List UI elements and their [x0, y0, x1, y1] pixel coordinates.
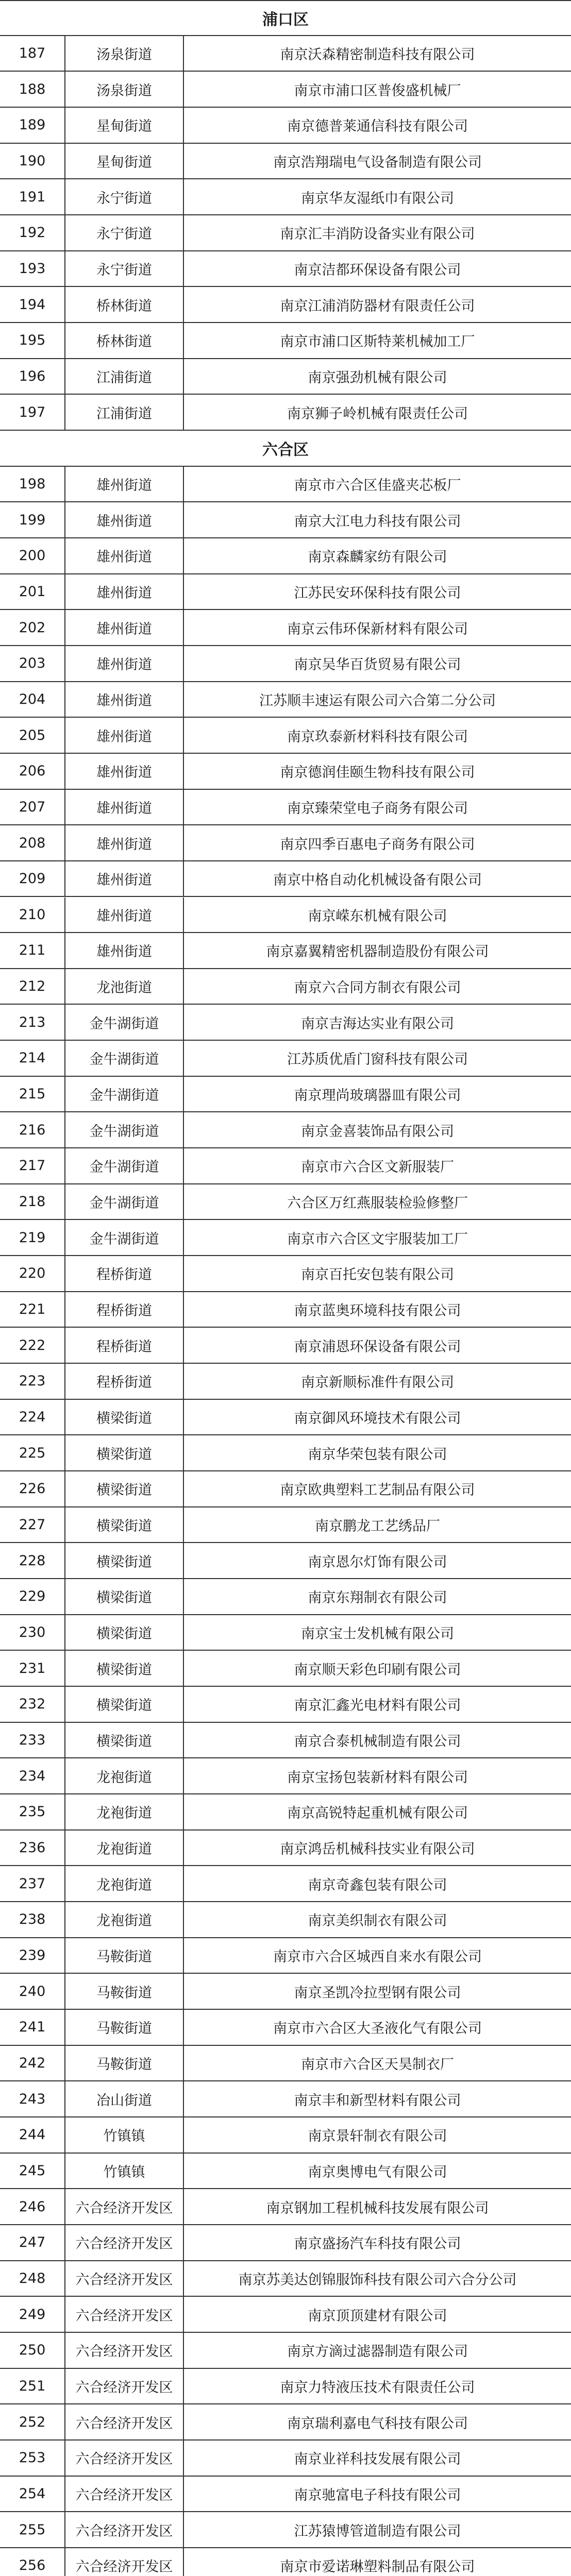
street-name: 龙池街道 [64, 969, 183, 1004]
street-name: 雄州街道 [64, 933, 183, 968]
company-name: 南京市六合区大圣液化气有限公司 [183, 2010, 571, 2045]
district-header [0, 431, 571, 467]
row-number: 224 [19, 1409, 46, 1426]
table-row [0, 754, 571, 790]
table-row [0, 179, 571, 215]
street-name: 六合经济开发区 [64, 2333, 183, 2368]
row-number: 243 [19, 2091, 46, 2107]
row-number: 206 [19, 763, 46, 779]
company-name: 南京新顺标准件有限公司 [183, 1364, 571, 1399]
row-number: 237 [19, 1875, 46, 1892]
table-row [0, 2189, 571, 2225]
table-row [0, 2010, 571, 2046]
table-row [0, 1723, 571, 1759]
table-row [0, 1184, 571, 1221]
street-name: 汤泉街道 [64, 36, 183, 71]
company-name: 南京欧典塑料工艺制品有限公司 [183, 1471, 571, 1506]
street-name: 六合经济开发区 [64, 2477, 183, 2512]
company-name: 南京浦恩环保设备有限公司 [183, 1328, 571, 1363]
street-name: 六合经济开发区 [64, 2441, 183, 2476]
street-name: 江浦街道 [64, 395, 183, 430]
street-name: 六合经济开发区 [64, 2261, 183, 2296]
table-row [0, 790, 571, 826]
table-row [0, 1651, 571, 1687]
table-row [0, 646, 571, 682]
table-row [0, 1615, 571, 1651]
street-name: 程桥街道 [64, 1292, 183, 1327]
row-number: 223 [19, 1373, 46, 1389]
table-row [0, 1435, 571, 1471]
district-title: 六合区 [262, 440, 309, 459]
company-name: 江苏顺丰速运有限公司六合第二分公司 [183, 682, 571, 717]
company-name: 南京德普莱通信科技有限公司 [183, 108, 571, 143]
row-number: 246 [19, 2198, 46, 2215]
table-row [0, 1220, 571, 1256]
street-name: 雄州街道 [64, 574, 183, 609]
street-name: 马鞍街道 [64, 2046, 183, 2081]
company-name: 南京沃森精密制造科技有限公司 [183, 36, 571, 71]
street-name: 雄州街道 [64, 610, 183, 645]
table-row [0, 1974, 571, 2010]
table-row [0, 718, 571, 754]
table-row [0, 2225, 571, 2261]
company-name: 南京美织制衣有限公司 [183, 1902, 571, 1937]
table-row [0, 2477, 571, 2513]
row-number: 199 [19, 512, 46, 528]
table-row [0, 897, 571, 934]
row-number: 208 [19, 835, 46, 851]
row-number: 222 [19, 1337, 46, 1353]
row-number: 249 [19, 2306, 46, 2323]
street-name: 星甸街道 [64, 144, 183, 179]
street-name: 金牛湖街道 [64, 1041, 183, 1076]
street-name: 雄州街道 [64, 861, 183, 896]
row-number: 194 [19, 296, 46, 313]
table-row [0, 574, 571, 611]
table-row [0, 825, 571, 861]
street-name: 永宁街道 [64, 179, 183, 214]
row-number: 230 [19, 1624, 46, 1641]
table-row [0, 1005, 571, 1041]
table-row [0, 2081, 571, 2117]
company-name: 六合区万红燕服装检验修整厂 [183, 1184, 571, 1219]
row-number: 240 [19, 1983, 46, 1999]
row-number: 226 [19, 1481, 46, 1497]
street-name: 雄州街道 [64, 754, 183, 789]
table-row [0, 2117, 571, 2154]
company-name: 南京金喜装饰品有限公司 [183, 1112, 571, 1147]
street-name: 马鞍街道 [64, 2010, 183, 2045]
company-name: 南京钢加工程机械科技发展有限公司 [183, 2189, 571, 2224]
row-number: 189 [19, 117, 46, 133]
street-name: 六合经济开发区 [64, 2548, 183, 2576]
company-name: 南京汇丰消防设备实业有限公司 [183, 215, 571, 250]
row-number: 203 [19, 655, 46, 672]
company-name: 南京吴华百货贸易有限公司 [183, 646, 571, 681]
table-row [0, 1507, 571, 1544]
row-number: 242 [19, 2055, 46, 2071]
row-number: 193 [19, 260, 46, 277]
company-name: 江苏民安环保科技有限公司 [183, 574, 571, 609]
row-number: 229 [19, 1588, 46, 1605]
company-name: 南京云伟环保新材料有限公司 [183, 610, 571, 645]
table-row [0, 1794, 571, 1831]
row-number: 233 [19, 1732, 46, 1748]
company-name: 南京市六合区城西自来水有限公司 [183, 1938, 571, 1973]
company-name: 南京东翔制衣有限公司 [183, 1579, 571, 1614]
table-row [0, 395, 571, 431]
row-number: 220 [19, 1265, 46, 1282]
row-number: 251 [19, 2378, 46, 2394]
street-name: 龙袍街道 [64, 1758, 183, 1793]
company-name: 南京市浦口区斯特莱机械加工厂 [183, 323, 571, 358]
company-name: 南京奥博电气有限公司 [183, 2154, 571, 2189]
street-name: 龙袍街道 [64, 1831, 183, 1866]
street-name: 竹镇镇 [64, 2117, 183, 2153]
street-name: 冶山街道 [64, 2081, 183, 2116]
street-name: 金牛湖街道 [64, 1220, 183, 1255]
row-number: 239 [19, 1947, 46, 1963]
street-name: 六合经济开发区 [64, 2512, 183, 2547]
company-name: 南京市六合区文宇服装加工厂 [183, 1220, 571, 1255]
street-name: 横梁街道 [64, 1651, 183, 1686]
table-row [0, 1579, 571, 1615]
company-name: 南京嵘东机械有限公司 [183, 897, 571, 933]
row-number: 207 [19, 799, 46, 815]
company-name: 南京苏美达创锦服饰科技有限公司六合分公司 [183, 2261, 571, 2296]
company-name: 南京玖泰新材料科技有限公司 [183, 718, 571, 753]
company-name: 南京宝士发机械有限公司 [183, 1615, 571, 1650]
table-row [0, 467, 571, 503]
row-number: 198 [19, 476, 46, 492]
table-row [0, 323, 571, 359]
table-row [0, 1866, 571, 1902]
table-row [0, 1687, 571, 1723]
street-name: 马鞍街道 [64, 1974, 183, 2009]
row-number: 245 [19, 2162, 46, 2179]
street-name: 龙袍街道 [64, 1902, 183, 1937]
row-number: 209 [19, 871, 46, 887]
row-number: 241 [19, 2019, 46, 2036]
company-name: 南京御风环境技术有限公司 [183, 1400, 571, 1435]
street-name: 雄州街道 [64, 538, 183, 573]
street-name: 雄州街道 [64, 790, 183, 825]
company-name: 南京顺天彩色印刷有限公司 [183, 1651, 571, 1686]
company-name: 南京理尚玻璃器皿有限公司 [183, 1077, 571, 1112]
row-number: 200 [19, 548, 46, 564]
table-row [0, 2512, 571, 2548]
row-number: 187 [19, 45, 46, 61]
row-number: 217 [19, 1158, 46, 1174]
street-name: 金牛湖街道 [64, 1077, 183, 1112]
row-number: 227 [19, 1517, 46, 1533]
street-name: 横梁街道 [64, 1471, 183, 1506]
table-row [0, 108, 571, 144]
table-row [0, 1292, 571, 1328]
company-name: 南京四季百惠电子商务有限公司 [183, 825, 571, 860]
table-row [0, 502, 571, 538]
street-name: 金牛湖街道 [64, 1112, 183, 1147]
company-name: 南京力特液压技术有限责任公司 [183, 2369, 571, 2404]
street-name: 星甸街道 [64, 108, 183, 143]
table-row [0, 144, 571, 180]
company-name: 南京方滴过滤器制造有限公司 [183, 2333, 571, 2368]
street-name: 雄州街道 [64, 646, 183, 681]
table-row [0, 2548, 571, 2576]
row-number: 218 [19, 1194, 46, 1210]
street-name: 程桥街道 [64, 1328, 183, 1363]
row-number: 234 [19, 1768, 46, 1784]
table-row [0, 2297, 571, 2333]
row-number: 235 [19, 1804, 46, 1820]
company-name: 南京汇鑫光电材料有限公司 [183, 1687, 571, 1722]
company-name: 南京景轩制衣有限公司 [183, 2117, 571, 2153]
street-name: 江浦街道 [64, 359, 183, 394]
street-name: 程桥街道 [64, 1364, 183, 1399]
company-name: 江苏质优盾门窗科技有限公司 [183, 1041, 571, 1076]
company-name: 南京华荣包装有限公司 [183, 1435, 571, 1470]
row-number: 210 [19, 906, 46, 923]
street-name: 六合经济开发区 [64, 2369, 183, 2404]
district-title: 浦口区 [262, 10, 309, 29]
street-name: 竹镇镇 [64, 2154, 183, 2189]
row-number: 236 [19, 1839, 46, 1856]
table-row [0, 72, 571, 108]
table-row [0, 1831, 571, 1867]
company-name: 南京宝扬包装新材料有限公司 [183, 1758, 571, 1793]
table-row [0, 1938, 571, 1974]
row-number: 256 [19, 2557, 46, 2574]
company-name: 南京中格自动化机械设备有限公司 [183, 861, 571, 896]
company-name: 南京狮子岭机械有限责任公司 [183, 395, 571, 430]
table-row [0, 2369, 571, 2405]
row-number: 188 [19, 81, 46, 97]
table-row [0, 1471, 571, 1507]
row-number: 212 [19, 978, 46, 995]
street-name: 六合经济开发区 [64, 2189, 183, 2224]
street-name: 横梁街道 [64, 1579, 183, 1614]
street-name: 雄州街道 [64, 502, 183, 537]
street-name: 雄州街道 [64, 825, 183, 860]
row-number: 197 [19, 404, 46, 420]
row-number: 191 [19, 189, 46, 205]
street-name: 雄州街道 [64, 467, 183, 502]
row-number: 195 [19, 332, 46, 349]
row-number: 192 [19, 225, 46, 241]
street-name: 横梁街道 [64, 1687, 183, 1722]
company-name: 南京臻荣堂电子商务有限公司 [183, 790, 571, 825]
table-row [0, 1148, 571, 1184]
table-row [0, 2154, 571, 2190]
row-number: 255 [19, 2521, 46, 2538]
company-name: 南京市六合区文新服装厂 [183, 1148, 571, 1183]
company-name: 南京市爱诺琳塑料制品有限公司 [183, 2548, 571, 2576]
company-name: 南京市六合区佳盛夹芯板厂 [183, 467, 571, 502]
company-name: 南京强劲机械有限公司 [183, 359, 571, 394]
table-row [0, 2333, 571, 2369]
table-row [0, 251, 571, 287]
street-name: 六合经济开发区 [64, 2297, 183, 2332]
table-row [0, 359, 571, 395]
table-row [0, 1902, 571, 1938]
company-name: 南京蓝奥环境科技有限公司 [183, 1292, 571, 1327]
table-row [0, 1400, 571, 1436]
street-name: 金牛湖街道 [64, 1148, 183, 1183]
row-number: 252 [19, 2414, 46, 2430]
company-name: 南京百托安包装有限公司 [183, 1256, 571, 1291]
row-number: 228 [19, 1552, 46, 1569]
table-row [0, 861, 571, 897]
company-name: 南京森麟家纺有限公司 [183, 538, 571, 573]
company-name: 南京高锐特起重机械有限公司 [183, 1794, 571, 1829]
row-number: 216 [19, 1122, 46, 1138]
table-row [0, 2046, 571, 2082]
street-name: 桥林街道 [64, 323, 183, 358]
company-name: 南京盛扬汽车科技有限公司 [183, 2225, 571, 2260]
street-name: 横梁街道 [64, 1400, 183, 1435]
row-number: 250 [19, 2342, 46, 2359]
table-row [0, 969, 571, 1005]
street-name: 金牛湖街道 [64, 1005, 183, 1040]
row-number: 238 [19, 1911, 46, 1928]
street-name: 横梁街道 [64, 1723, 183, 1758]
company-name: 南京洁都环保设备有限公司 [183, 251, 571, 286]
street-name: 永宁街道 [64, 215, 183, 250]
row-number: 247 [19, 2234, 46, 2251]
company-name: 南京江浦消防器材有限责任公司 [183, 287, 571, 322]
row-number: 190 [19, 152, 46, 169]
table-row [0, 933, 571, 969]
street-name: 六合经济开发区 [64, 2225, 183, 2260]
table-row [0, 1077, 571, 1113]
street-name: 程桥街道 [64, 1256, 183, 1291]
row-number: 202 [19, 619, 46, 636]
table-row [0, 2261, 571, 2297]
company-name: 南京市浦口区普俊盛机械厂 [183, 72, 571, 107]
table-row [0, 1364, 571, 1400]
row-number: 213 [19, 1014, 46, 1030]
company-name: 南京华友湿纸巾有限公司 [183, 179, 571, 214]
row-number: 204 [19, 691, 46, 707]
street-name: 龙袍街道 [64, 1794, 183, 1829]
table-row [0, 610, 571, 646]
street-name: 横梁街道 [64, 1543, 183, 1578]
company-name: 南京浩翔瑞电气设备制造有限公司 [183, 144, 571, 179]
row-number: 225 [19, 1445, 46, 1461]
company-name: 南京鸿岳机械科技实业有限公司 [183, 1831, 571, 1866]
company-name: 南京德润佳颐生物科技有限公司 [183, 754, 571, 789]
street-name: 金牛湖街道 [64, 1184, 183, 1219]
street-name: 汤泉街道 [64, 72, 183, 107]
row-number: 253 [19, 2450, 46, 2466]
table-row [0, 1328, 571, 1364]
company-name: 江苏猿博管道制造有限公司 [183, 2512, 571, 2547]
company-name: 南京驰富电子科技有限公司 [183, 2477, 571, 2512]
table-row [0, 538, 571, 574]
street-name: 雄州街道 [64, 897, 183, 933]
row-number: 254 [19, 2485, 46, 2502]
table-row [0, 1758, 571, 1794]
table-row [0, 2441, 571, 2477]
street-name: 桥林街道 [64, 287, 183, 322]
street-name: 横梁街道 [64, 1435, 183, 1470]
company-name: 南京奇鑫包装有限公司 [183, 1866, 571, 1901]
row-number: 211 [19, 942, 46, 959]
company-name: 南京合泰机械制造有限公司 [183, 1723, 571, 1758]
company-name: 南京丰和新型材料有限公司 [183, 2081, 571, 2116]
row-number: 205 [19, 727, 46, 743]
table-row [0, 1041, 571, 1077]
company-name: 南京嘉翼精密机器制造股份有限公司 [183, 933, 571, 968]
company-name: 南京大江电力科技有限公司 [183, 502, 571, 537]
table-row [0, 287, 571, 323]
street-name: 横梁街道 [64, 1507, 183, 1543]
district-header [0, 0, 571, 36]
row-number: 232 [19, 1696, 46, 1713]
company-name: 南京市六合区天昊制衣厂 [183, 2046, 571, 2081]
row-number: 196 [19, 368, 46, 384]
street-name: 雄州街道 [64, 718, 183, 753]
company-name: 南京吉海达实业有限公司 [183, 1005, 571, 1040]
row-number: 219 [19, 1229, 46, 1246]
company-name: 南京业祥科技发展有限公司 [183, 2441, 571, 2476]
street-name: 龙袍街道 [64, 1866, 183, 1901]
company-name: 南京恩尔灯饰有限公司 [183, 1543, 571, 1578]
row-number: 248 [19, 2270, 46, 2286]
row-number: 214 [19, 1050, 46, 1066]
table-row [0, 215, 571, 251]
company-name: 南京六合同方制衣有限公司 [183, 969, 571, 1004]
company-name: 南京圣凯冷拉型钢有限公司 [183, 1974, 571, 2009]
street-name: 六合经济开发区 [64, 2404, 183, 2439]
street-name: 横梁街道 [64, 1615, 183, 1650]
company-name: 南京顶顶建材有限公司 [183, 2297, 571, 2332]
row-number: 244 [19, 2127, 46, 2143]
row-number: 215 [19, 1086, 46, 1103]
street-name: 马鞍街道 [64, 1938, 183, 1973]
company-name: 南京鹏龙工艺绣品厂 [183, 1507, 571, 1543]
table-row [0, 1112, 571, 1148]
table-row [0, 36, 571, 72]
street-name: 永宁街道 [64, 251, 183, 286]
table-row [0, 682, 571, 718]
row-number: 231 [19, 1660, 46, 1676]
row-number: 221 [19, 1301, 46, 1318]
street-name: 雄州街道 [64, 682, 183, 717]
table-row [0, 2404, 571, 2441]
company-name: 南京瑞利嘉电气科技有限公司 [183, 2404, 571, 2439]
table-row [0, 1543, 571, 1579]
row-number: 201 [19, 583, 46, 600]
table-row [0, 1256, 571, 1292]
